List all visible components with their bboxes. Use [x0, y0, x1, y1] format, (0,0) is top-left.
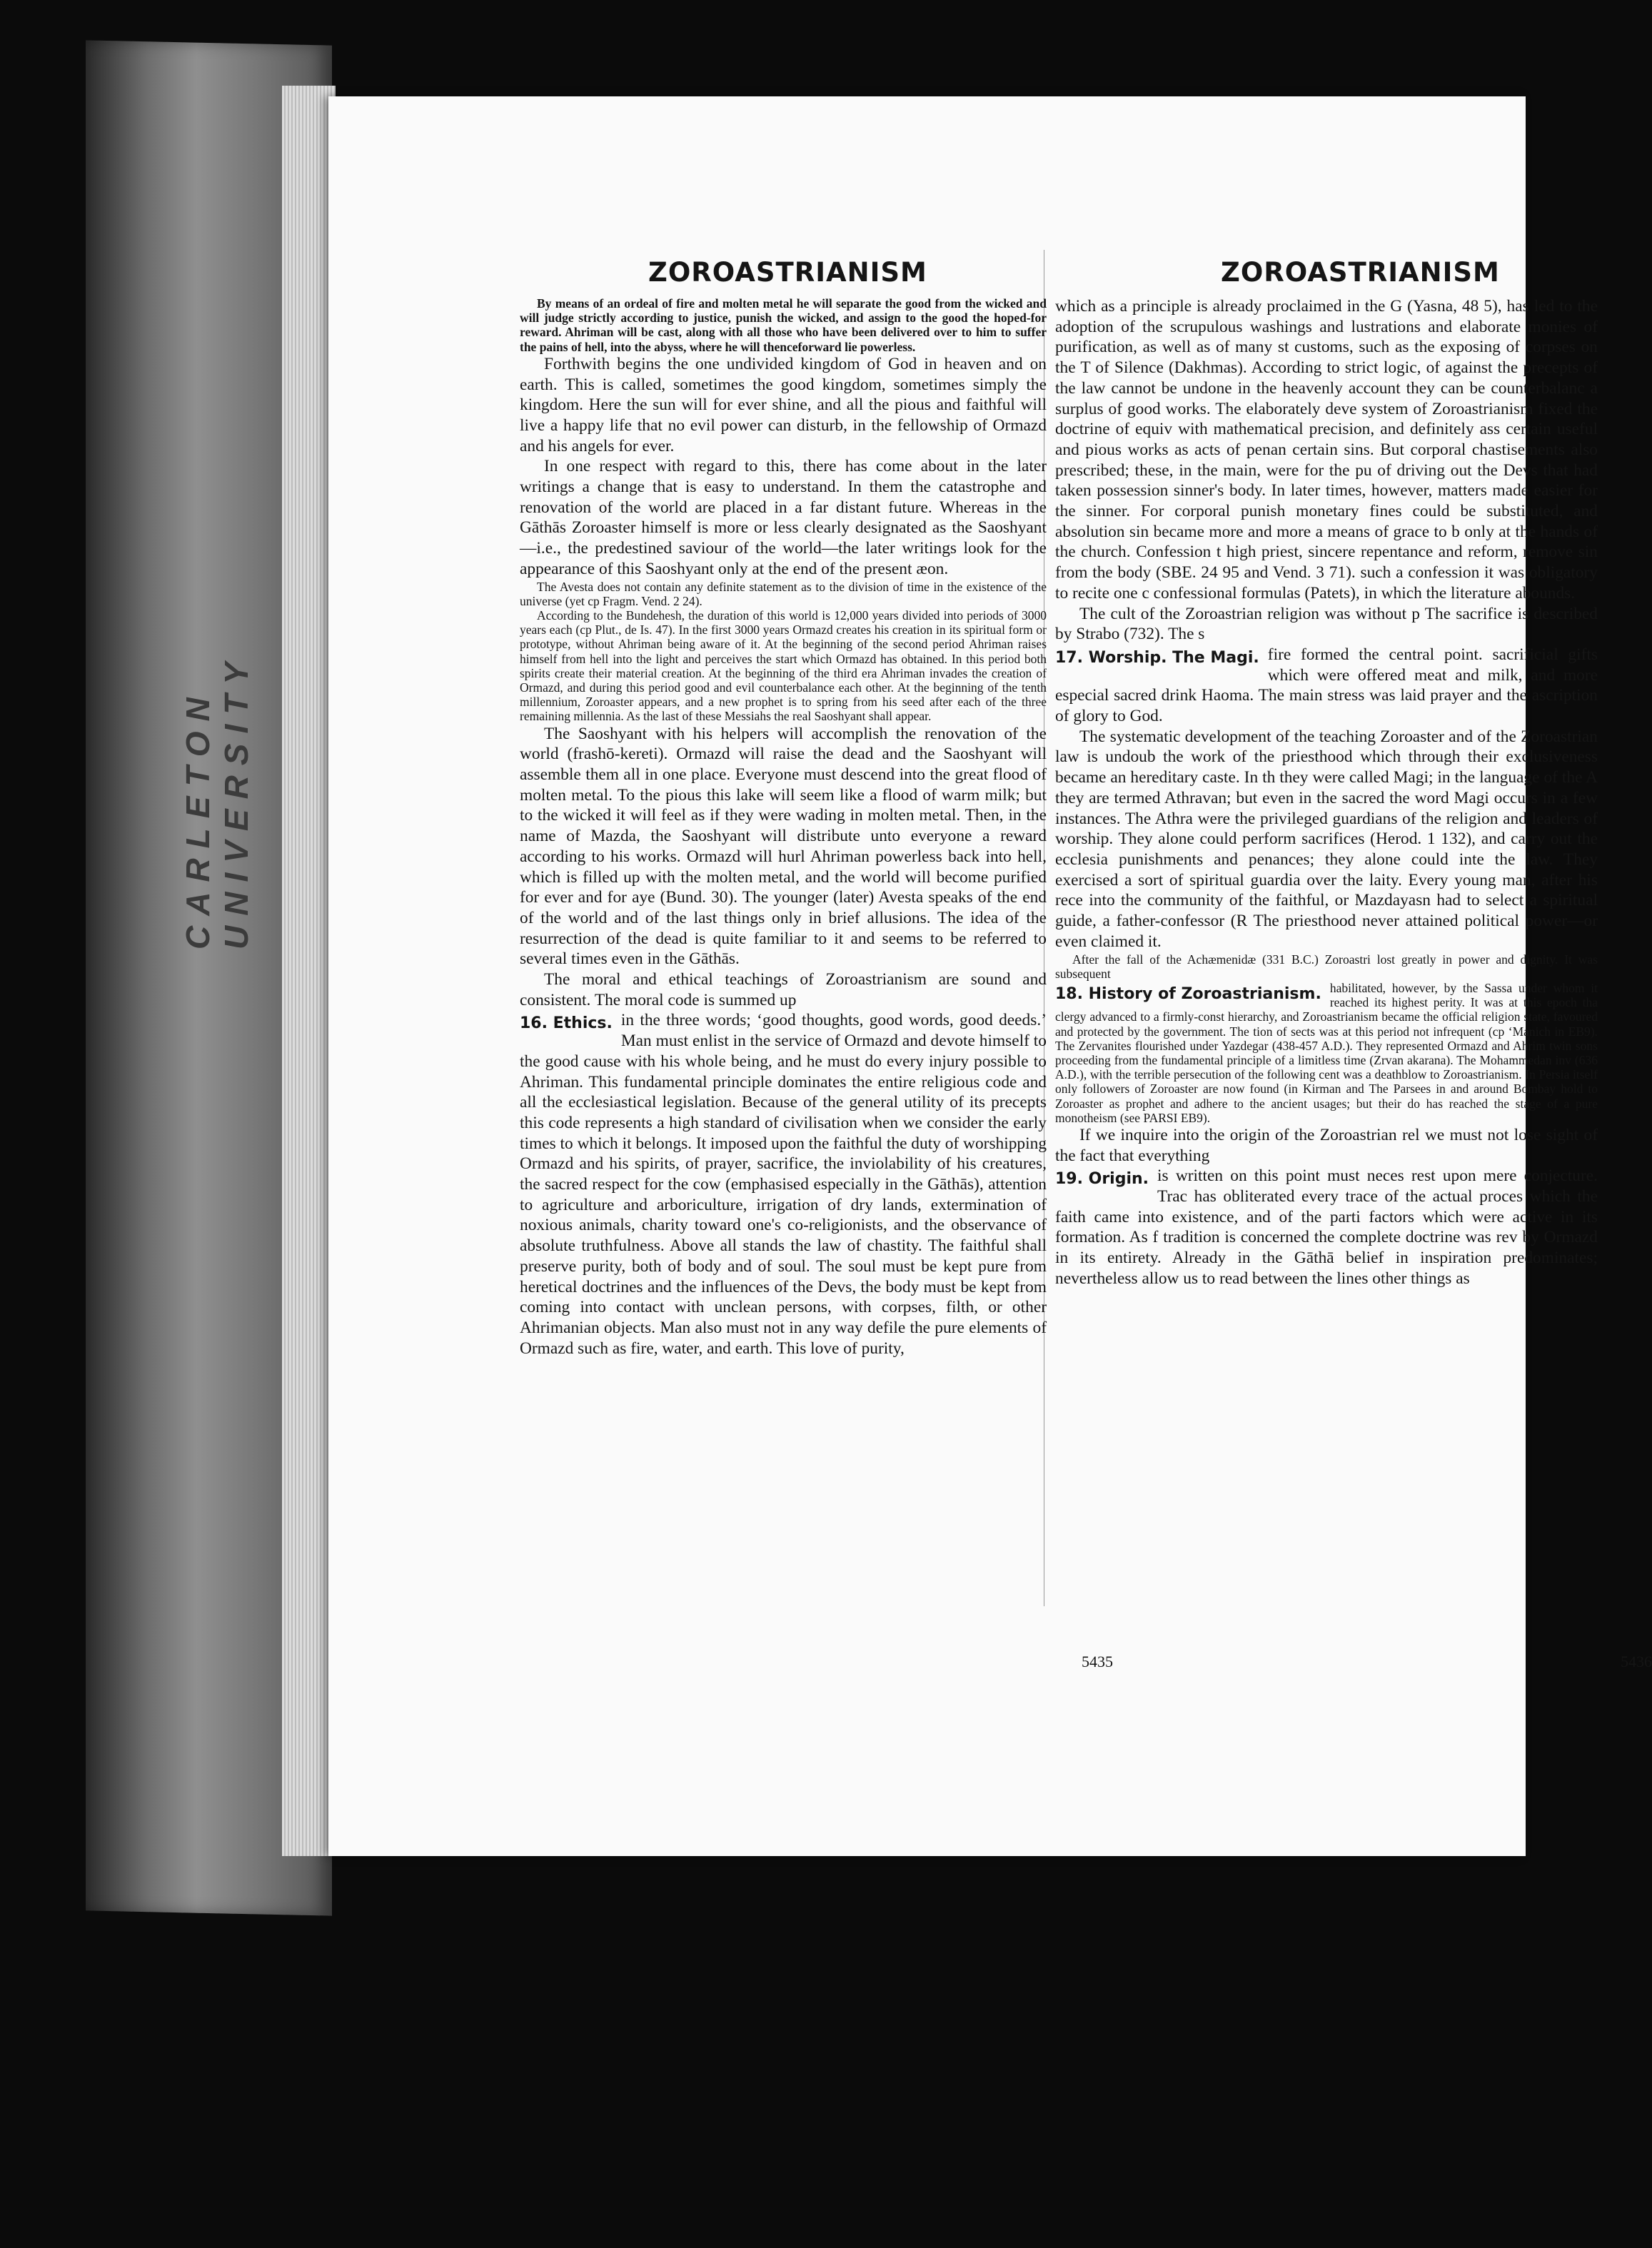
page-number-left: 5435	[1082, 1653, 1113, 1670]
paragraph: fire formed the central point. sacrificial gifts which were offered meat and milk, and more especial sacred drink Haoma. The main stress was laid prayer and the ascription of glory to God.	[1055, 645, 1598, 726]
paragraph: After the fall of the Achæmenidæ (331 B.C.) Zoroastri lost greatly in power and dignity. It was subsequent	[1055, 952, 1598, 981]
paragraph: The cult of the Zoroastrian religion was without p The sacrifice is described by Strabo (732). The s	[1055, 604, 1598, 644]
running-header-left: ZOROASTRIANISM	[648, 257, 927, 288]
running-header-right: ZOROASTRIANISM	[1221, 257, 1500, 288]
paragraph: The moral and ethical teachings of Zoroastrianism are sound and consistent. The moral code is summed up	[520, 970, 1047, 1009]
paragraph: By means of an ordeal of fire and molten metal he will separate the good from the wicked and will judge strictly according to justice, punish the wicked, and assign to the good the hoped-for reward. Ahriman will be cast, along with all those who have been delivered over to him to suffer the pains of hell, into the abyss, where he will thenceforward lie powerless.	[520, 296, 1047, 354]
paragraph: According to the Bundehesh, the duration of this world is 12,000 years divided into periods of 3000 years each (cp Plut., de Is. 47). In the first 3000 years Ormazd creates his creation in its spiritual form or prototype, without Ahriman being aware of it. At the beginning of the second period Ahriman raises himself from hell into the light and perceives the start which Ormazd has obtained. In this period both spirits create their material creation. At the beginning of the third era Ahriman invades the creation of Ormazd, and during this period good and evil counterbalance each other. At the beginning of the tenth millennium, Zoroaster appears, and a new prophet is to spring from his seed after each of the three remaining millennia. As the last of these Messiahs the real Saoshyant shall appear.	[520, 608, 1047, 724]
paragraph: is written on this point must neces rest upon mere conjecture. Trac has obliterated every trace of the actual proces which the faith came into existence, and of the parti factors which were active in its formation. As f tradition is concerned the complete doctrine was rev by Ormazd in its entirety. Already in the Gāthā belief in inspiration predominates; nevertheless allow us to read between the lines other things as	[1055, 1166, 1598, 1288]
paragraph: The Saoshyant with his helpers will accomplish the renovation of the world (frashō-kereti). Ormazd will raise the dead and the Saoshyant will assemble them all in one place. Everyone must descend into the great flood of molten metal. To the pious this lake will seem like a flood of warm milk; but to the wicked it will feel as if they were wading in molten metal. Then, in the name of Mazda, the Saoshyant will distribute unto everyone a reward according to his works. Ormazd will hurl Ahriman powerless back into hell, which is filled up with the molten metal, and the world will become purified for ever and for aye (Bund. 30). The younger (later) Avesta speaks of the end of the world and of the last things only in brief allusions. The idea of the resurrection of the dead is quite familiar to it and seems to be referred to several times even in the Gāthās.	[520, 724, 1047, 969]
paragraph: If we inquire into the origin of the Zoroastrian rel we must not lose sight of the fact that everything	[1055, 1125, 1598, 1165]
paragraph: in the three words; ‘good thoughts, good words, good deeds.’ Man must enlist in the service of Ormazd and devote himself to the good cause with his whole being, and he must do every injury possible to Ahriman. This fundamental principle dominates the entire religious code and all the ecclesiastical legislation. Because of the general utility of its precepts this code represents a high standard of civilisation when we consider the early times to which it belongs. It imposed upon the faithful the duty of worshipping Ormazd and his spirits, of prayer, sacrifice, the inviolability of his creatures, the sacred respect for the cow (emphasised especially in the Gāthās), attention to agriculture and arboriculture, irrigation of dry lands, extermination of noxious animals, charity toward one's co-religionists, and the observance of absolute truthfulness. Above all stands the law of chastity. The faithful shall preserve purity, both of body and of soul. The soul must be kept pure from heretical doctrines and the influences of the Devs, the body must be kept from coming into contact with unclean persons, with corpses, filth, or other Ahrimanian objects. Man also must not in any way defile the pure elements of Ormazd such as fire, water, and earth. This love of purity,	[520, 1011, 1047, 1358]
left-column	[520, 296, 1047, 1359]
book-page	[328, 96, 1652, 1856]
paragraph: The Avesta does not contain any definite statement as to the division of time in the existence of the universe (yet cp Fragm. Vend. 2 24).	[520, 579, 1047, 608]
paragraph: habilitated, however, by the Sassa under whom it reached its highest perity. It was at this epoch tha clergy advanced to a firmly-const hierarchy, and Zoroastrianism became the official religion state, favoured and protected by the government. The tion of sects was at this period not infrequent (cp ‘Manich in EB9). The Zervanites flourished under Yazdegar (438-457 A.D.). They represented Ormazd and Ahrim twin sons proceeding from the fundamental principle of a limitless time (Zrvan akarana). The Mohammedan inv (636 A.D.), with the terrible persecution of the following cent was a deathblow to Zoroastrianism. In Persia itself only followers of Zoroaster are now found (in Kirman and The Parsees in and around Bombay hold to Zoroaster as prophet and adhere to the ancient usages; but their do has reached the stage of a pure monotheism (see PARSI EB9).	[1055, 980, 1598, 1125]
page-number-right: 5436	[1621, 1653, 1652, 1670]
side-heading-history: 18. History of Zoroastrianism.	[1055, 984, 1321, 1003]
paragraph: The systematic development of the teaching Zoroaster and of the Zoroastrian law is undoub the work of the priesthood which through their exclusiveness became an hereditary caste. In th they were called Magi; in the language of the A they are termed Athravan; but even in the sacred the word Magi occurs in a few instances. The Athra were the privileged guardians of the religion and leaders of worship. They alone could perform sacrifices (Herod. 1 132), and carry out the ecclesia punishments and penances; they alone could inte the law. They exercised a sort of spiritual guardia over the laity. Every young man, after his rece into the community of the faithful, or Mazdayasn had to select a spiritual guide, a father-confessor (R The priesthood never attained political power—or even claimed it.	[1055, 727, 1598, 951]
page-edges	[282, 86, 336, 1856]
paragraph: In one respect with regard to this, there has come about in the later writings a change that is easy to understand. In them the catastrophe and renovation of the world are placed in a far distant future. Whereas in the Gāthās Zoroaster himself is more or less clearly designated as the Saoshyant—i.e., the predestined saviour of the world—the later writings look for the appearance of this Saoshyant only at the end of the present æon.	[520, 457, 1047, 578]
paragraph: Forthwith begins the one undivided kingdom of God in heaven and on earth. This is called, sometimes the good kingdom, sometimes simply the kingdom. Here the sun will for ever shine, and all the pious and faithful will live a happy life that no evil power can disturb, in the fellowship of Ormazd and his angels for ever.	[520, 354, 1047, 455]
paragraph: which as a principle is already proclaimed in the G (Yasna, 48 5), has led to the adoption of the scrupulous washings and lustrations and elaborate monies of purification, as well as of many st customs, such as the exposing of corpses on the T of Silence (Dakhmas). According to strict logic, of against the precepts of the law cannot be undone in the heavenly account they can be counterbalanc a surplus of good works. The elaborately deve system of Zoroastrianism fixed the doctrine of equiv with mathematical precision, and definitely ass certain useful and pious works as acts of penan certain sins. But corporal chastisements also prescribed; these, in the main, were for the pu of driving out the Devs that had taken possession sinner's body. In later times, however, matters made easier for the sinner. For corporal punish monetary fines could be substituted, and absolution sin became more and more a means of grace to b only at the hands of the church. Confession t high priest, sincere repentance and reform, remove sin from the body (SBE. 24 95 and Vend. 3 71). such a confession it was obligatory to recite one c confessional formulas (Patets), in which the literature abounds.	[1055, 297, 1598, 603]
spine-label: CARLETON UNIVERSITY	[179, 652, 255, 949]
side-heading-origin: 19. Origin.	[1055, 1170, 1149, 1189]
side-heading-worship: 17. Worship. The Magi.	[1055, 648, 1259, 667]
side-heading-ethics: 16. Ethics.	[520, 1014, 613, 1033]
right-column	[1055, 296, 1598, 1289]
